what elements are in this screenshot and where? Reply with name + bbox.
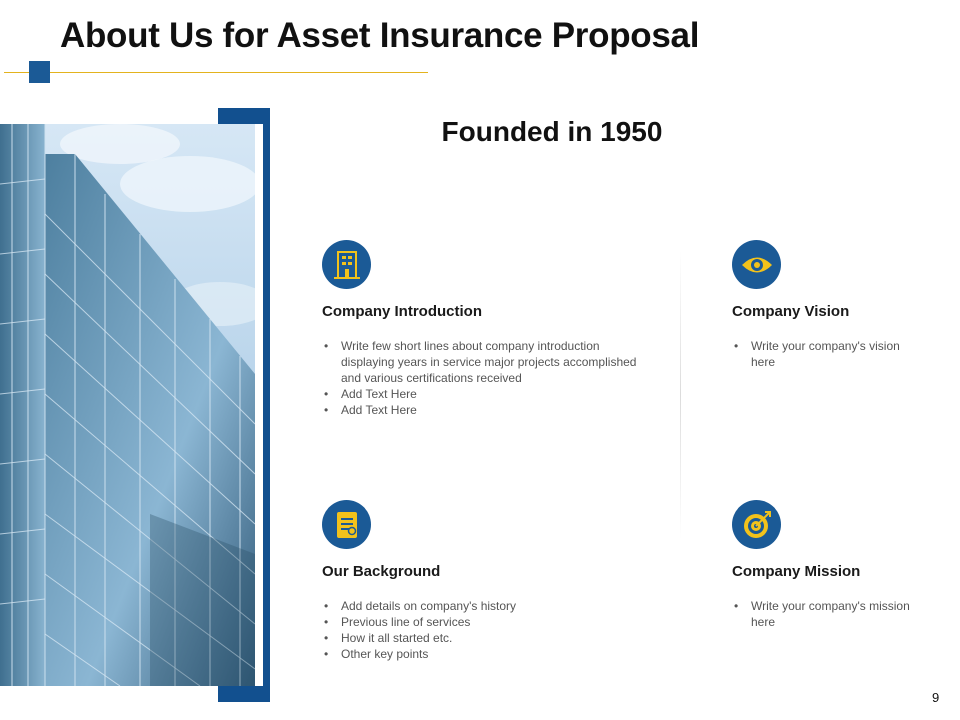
title-underline [4, 72, 428, 73]
list-item: • Write your company's vision here [732, 338, 912, 370]
title-accent-square [29, 61, 50, 83]
building-photo [0, 124, 255, 686]
company-introduction-list [322, 338, 642, 418]
our-background-heading: Our Background [322, 563, 441, 580]
company-mission-list [732, 598, 912, 630]
company-vision-block [732, 240, 912, 370]
eye-icon [732, 240, 781, 289]
company-mission-block [732, 500, 912, 630]
list-item: • Write few short lines about company introduction displaying years in service major projects accomplished and various certifications received [322, 338, 642, 386]
page-number: 9 [932, 690, 940, 705]
company-introduction-heading: Company Introduction [322, 303, 482, 320]
company-vision-heading: Company Vision [732, 303, 850, 320]
list-item: • Write your company's mission here [732, 598, 912, 630]
list-item: • Previous line of services [322, 614, 642, 630]
office-building-icon [322, 240, 371, 289]
target-arrow-icon [732, 500, 781, 549]
list-item: • Other key points [322, 646, 642, 662]
company-introduction-block [322, 240, 642, 418]
founded-heading: Founded in 1950 [441, 116, 663, 147]
list-item: • Add Text Here [322, 402, 642, 418]
slide-title: About Us for Asset Insurance Proposal [60, 16, 700, 55]
list-item: • Add details on company's history [322, 598, 642, 614]
our-background-list [322, 598, 642, 662]
photo-frame-strip [255, 124, 263, 686]
list-item: • How it all started etc. [322, 630, 642, 646]
our-background-block [322, 500, 642, 662]
company-mission-heading: Company Mission [732, 563, 861, 580]
column-divider [680, 250, 681, 540]
checklist-document-icon [322, 500, 371, 549]
list-item: • Add Text Here [322, 386, 642, 402]
company-vision-list [732, 338, 912, 370]
